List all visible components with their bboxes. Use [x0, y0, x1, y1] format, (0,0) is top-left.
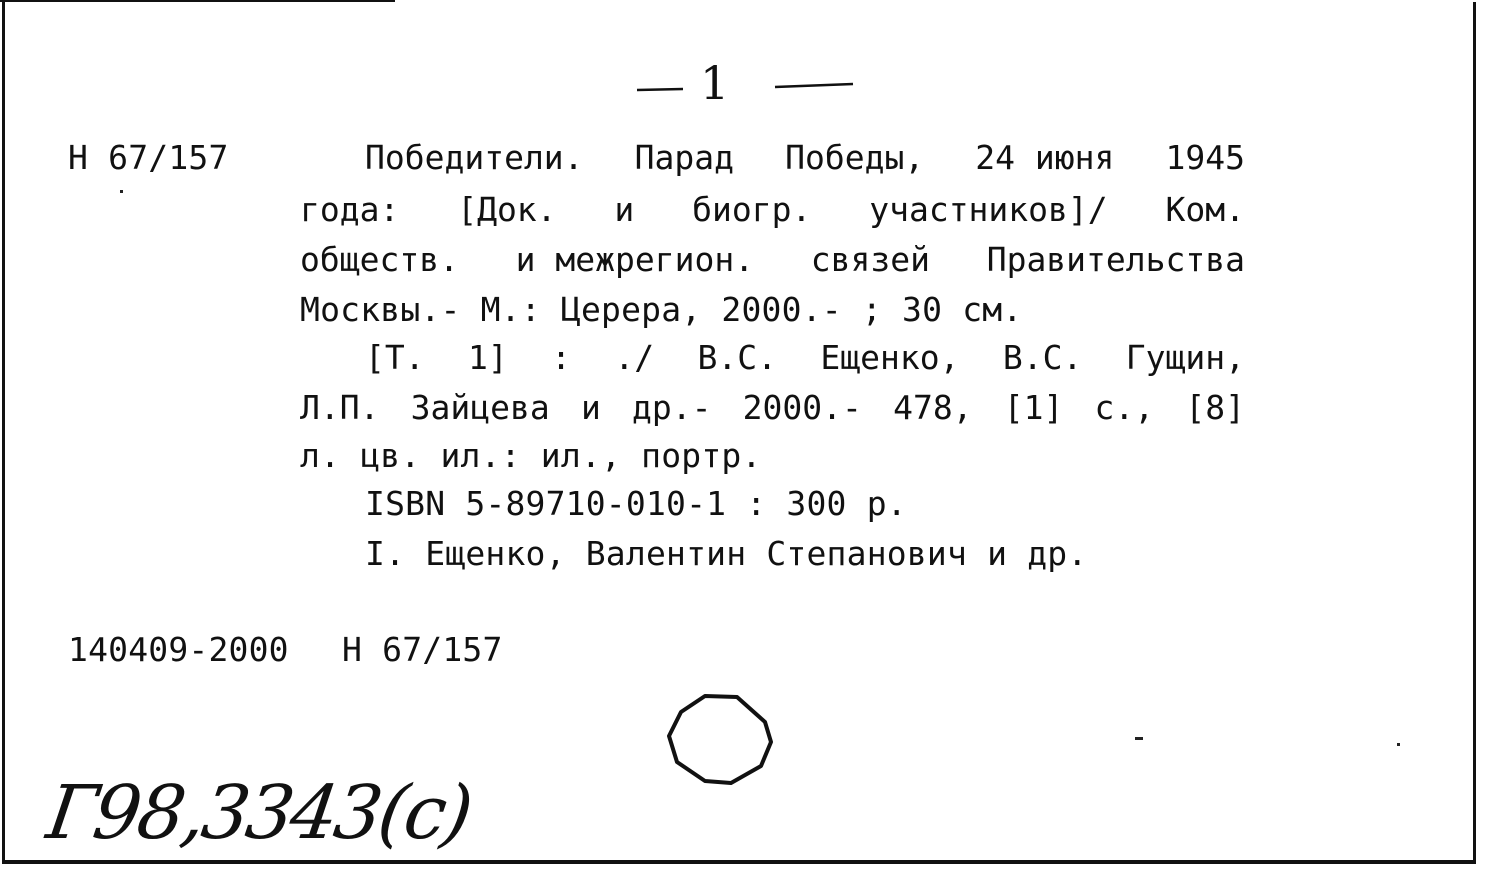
- volume-line-1-word: :: [551, 338, 572, 377]
- speck: [1135, 737, 1143, 740]
- title-line-3: [300, 240, 1245, 280]
- card-top-edge: [0, 0, 395, 2]
- page-number: 1: [700, 56, 730, 110]
- title-line-2-word: [Док.: [457, 190, 557, 229]
- isbn-line: ISBN 5-89710-010-1 : 300 р.: [365, 484, 907, 523]
- title-line-3-word: Правительства: [986, 240, 1245, 279]
- volume-line-2-word: и: [580, 388, 601, 427]
- volume-line-1-word: Ещенко,: [820, 338, 960, 377]
- speck: [120, 190, 123, 193]
- accession-number: 140409-2000: [68, 630, 289, 669]
- title-line-2-word: биогр.: [692, 190, 812, 229]
- title-line-1-word: Парад: [634, 138, 734, 177]
- volume-line-2-word: Зайцева: [410, 388, 550, 427]
- title-line-2-word: и: [614, 190, 635, 229]
- volume-line-1-word: 1]: [468, 338, 508, 377]
- title-line-1: [365, 138, 1245, 178]
- volume-line-2-word: др.-: [632, 388, 712, 427]
- volume-line-3: л. цв. ил.: ил., портр.: [300, 436, 762, 475]
- title-line-1-word: 1945: [1165, 138, 1245, 177]
- volume-line-1-word: В.С.: [1002, 338, 1083, 377]
- title-line-2-word: участников]/: [869, 190, 1108, 229]
- volume-line-2-word: 2000.-: [742, 388, 862, 427]
- volume-line-2-word: с.,: [1094, 388, 1155, 427]
- handwritten-note: Г98,3343(с): [41, 770, 476, 856]
- footer-shelf-mark: Н 67/157: [342, 630, 503, 669]
- volume-line-2-word: Л.П.: [300, 388, 380, 427]
- volume-line-1: [365, 338, 1245, 378]
- title-line-4: Москвы.- М.: Церера, 2000.- ; 30 см.: [300, 290, 1023, 329]
- title-line-1-word: 24 июня: [975, 138, 1115, 177]
- volume-line-1-word: ./: [614, 338, 655, 377]
- title-line-1-word: Победители.: [365, 138, 584, 177]
- title-line-1-word: Победы,: [785, 138, 925, 177]
- title-line-3-word: связей: [810, 240, 930, 279]
- volume-line-1-word: Гущин,: [1125, 338, 1245, 377]
- volume-line-1-word: [Т.: [365, 338, 425, 377]
- title-line-3-word: и межрегион.: [515, 240, 755, 279]
- added-entry-line: I. Ещенко, Валентин Степанович и др.: [365, 534, 1088, 573]
- shelf-mark: Н 67/157: [68, 138, 229, 177]
- punch-hole: [665, 692, 777, 788]
- page-number-dashes: [635, 62, 855, 112]
- volume-line-2: [300, 388, 1245, 428]
- title-line-3-word: обществ.: [300, 240, 459, 279]
- title-line-2-word: Ком.: [1165, 190, 1245, 229]
- title-line-2: [300, 190, 1245, 230]
- volume-line-1-word: В.С.: [697, 338, 778, 377]
- volume-line-2-word: [8]: [1185, 388, 1245, 427]
- title-line-2-word: года:: [300, 190, 400, 229]
- speck: [1397, 743, 1400, 746]
- volume-line-2-word: [1]: [1003, 388, 1064, 427]
- volume-line-2-word: 478,: [893, 388, 973, 427]
